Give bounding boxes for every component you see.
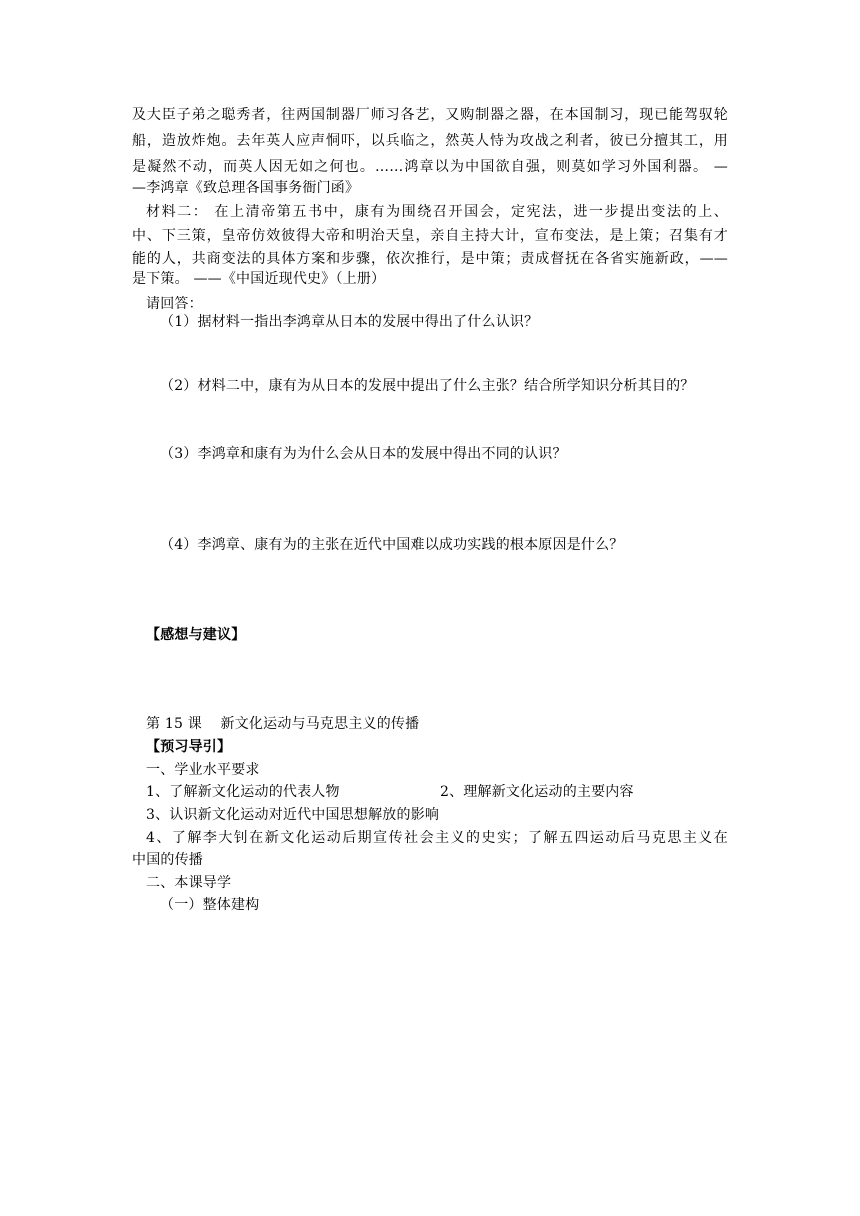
requirement-3: 3、认识新文化运动对近代中国思想解放的影响: [146, 807, 440, 823]
question-4: （4）李鸿章、康有为的主张在近代中国难以成功实践的根本原因是什么？: [160, 537, 624, 553]
requirement-1: 1、了解新文化运动的代表人物: [146, 784, 340, 800]
material2-line: 材料二： 在上清帝第五书中，康有为围绕召开国会，定宪法，进一步提出变法的上、: [146, 204, 728, 220]
question-1: （1）据材料一指出李鸿章从日本的发展中得出了什么认识？: [160, 314, 539, 330]
passage-line: 是凝然不动，而英人因无如之何也。……鸿章以为中国欲自强，则莫如学习外国利器。 —: [132, 159, 728, 175]
requirement-4-cont: 中国的传播: [132, 852, 203, 868]
reflection-heading: 【感想与建议】: [146, 627, 246, 643]
section-1-heading: 一、学业水平要求: [146, 762, 260, 778]
preview-heading: 【预习导引】: [146, 739, 232, 755]
material2-source: 是下策。 ——《中国近现代史》（上册）: [132, 271, 386, 287]
question-3: （3）李鸿章和康有为为什么会从日本的发展中得出不同的认识？: [160, 446, 567, 462]
requirement-2: 2、理解新文化运动的主要内容: [440, 784, 634, 800]
passage-source: —李鸿章《致总理各国事务衙门函》: [132, 180, 360, 196]
lesson-title: 第 15 课 新文化运动与马克思主义的传播: [146, 716, 420, 732]
material2-line: 能的人，共商变法的具体方案和步骤，依次推行，是中策；责成督抚在各省实施新政，——: [132, 251, 728, 267]
subsection-1-heading: （一）整体建构: [160, 897, 260, 913]
answer-prompt: 请回答：: [146, 296, 203, 312]
passage-line: 船，造放炸炮。去年英人应声恫吓，以兵临之，然英人恃为攻战之利者，彼已分擅其工，用: [132, 133, 728, 149]
material2-line: 中、下三策，皇帝仿效彼得大帝和明治天皇，亲自主持大计，宣布变法，是上策；召集有才: [132, 228, 728, 244]
requirements-row: [146, 783, 634, 801]
question-2: （2）材料二中，康有为从日本的发展中提出了什么主张？结合所学知识分析其目的？: [160, 378, 695, 394]
section-2-heading: 二、本课导学: [146, 875, 232, 891]
requirement-4: 4、了解李大钊在新文化运动后期宣传社会主义的史实；了解五四运动后马克思主义在: [146, 830, 728, 846]
passage-line: 及大臣子弟之聪秀者，往两国制器厂师习各艺，又购制器之器，在本国制习，现已能驾驭轮: [132, 107, 728, 123]
